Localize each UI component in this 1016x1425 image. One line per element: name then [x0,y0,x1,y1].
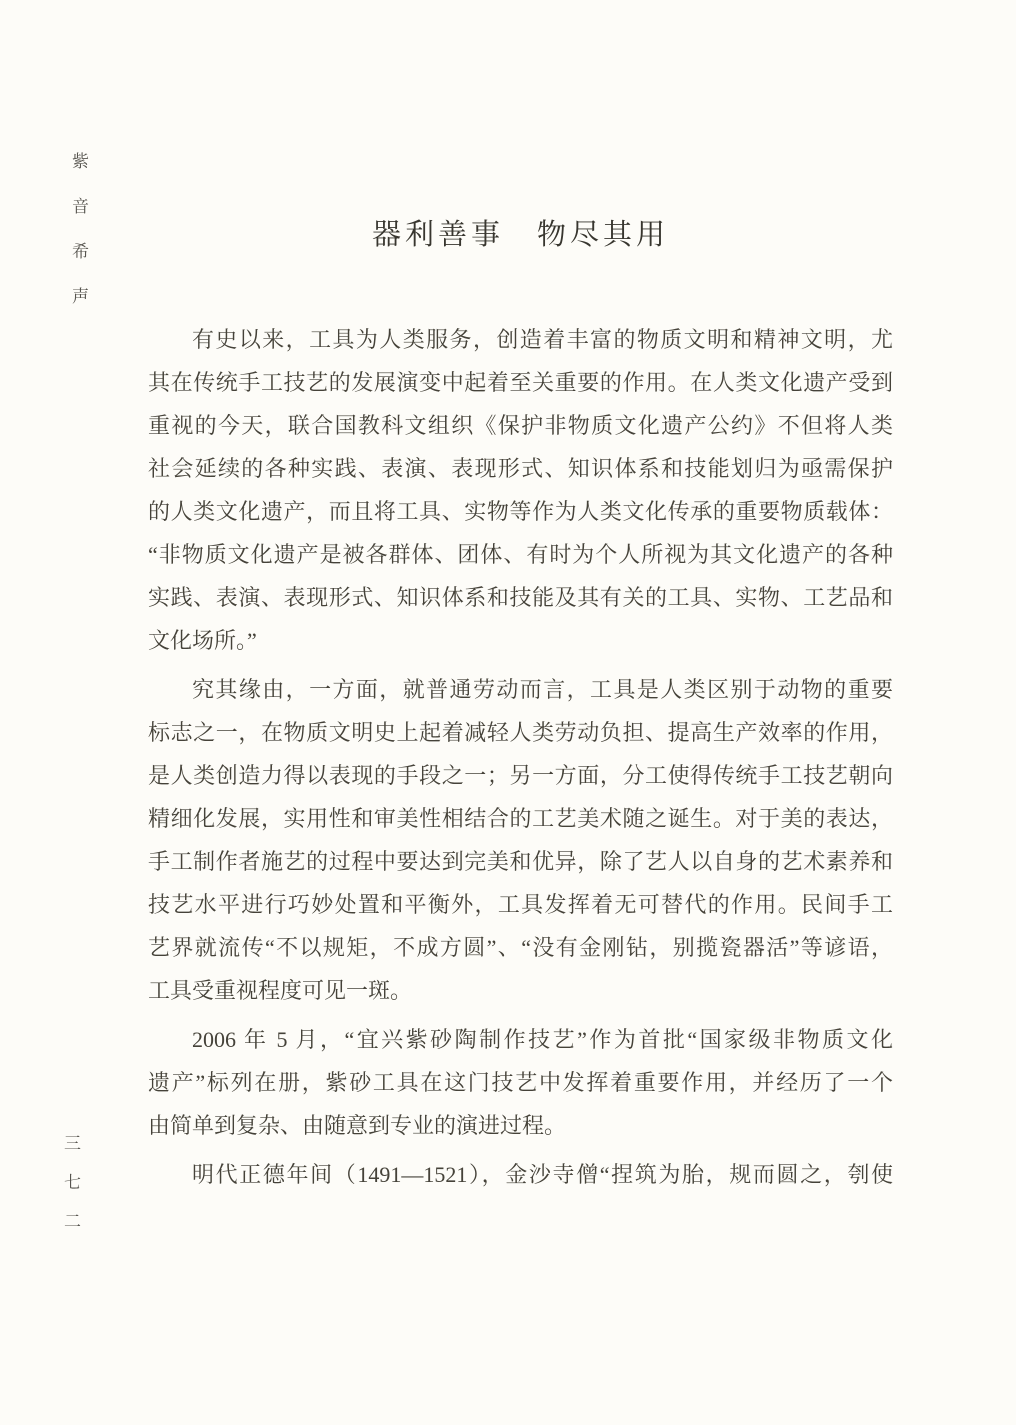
body-text [148,318,893,1196]
paragraph [148,668,893,1012]
text-line: 由简单到复杂、由随意到专业的演进过程。 [148,1113,567,1138]
text-line: 遗产”标列在册，紫砂工具在这门技艺中发挥着重要作用，并经历了一个 [148,1070,893,1095]
text-line: 究其缘由，一方面，就普通劳动而言，工具是人类区别于动物的重要 [192,677,893,702]
text-line: 的人类文化遗产，而且将工具、实物等作为人类文化传承的重要物质载体： [148,499,893,524]
text-line: 艺界就流传“不以规矩，不成方圆”、“没有金刚钻，别揽瓷器活”等谚语， [148,935,893,960]
paragraph [148,1153,893,1196]
text-line: 工具受重视程度可见一斑。 [148,978,413,1003]
text-line: 是人类创造力得以表现的手段之一；另一方面，分工使得传统手工技艺朝向 [148,763,893,788]
paragraph [148,318,893,662]
paragraph [148,1018,893,1147]
text-line: 有史以来，工具为人类服务，创造着丰富的物质文明和精神文明，尤 [192,327,893,352]
margin-book-title: 紫音希声 [69,152,88,332]
text-line: 文化场所。” [148,628,257,653]
text-line: 重视的今天，联合国教科文组织《保护非物质文化遗产公约》不但将人类 [148,413,893,438]
text-line: 实践、表演、表现形式、知识体系和技能及其有关的工具、实物、工艺品和 [148,585,893,610]
text-line: 2006 年 5 月，“宜兴紫砂陶制作技艺”作为首批“国家级非物质文化 [192,1027,893,1052]
text-line: 技艺水平进行巧妙处置和平衡外，工具发挥着无可替代的作用。民间手工 [148,892,893,917]
text-line: 标志之一，在物质文明史上起着减轻人类劳动负担、提高生产效率的作用， [148,720,893,745]
text-line: 手工制作者施艺的过程中要达到完美和优异，除了艺人以自身的艺术素养和 [148,849,893,874]
text-line: 明代正德年间（1491—1521），金沙寺僧“捏筑为胎，规而圆之，刳使 [192,1162,893,1187]
text-line: 其在传统手工技艺的发展演变中起着至关重要的作用。在人类文化遗产受到 [148,370,893,395]
page-number: 三七二 [61,1134,80,1251]
text-line: “非物质文化遗产是被各群体、团体、有时为个人所视为其文化遗产的各种 [148,542,893,567]
text-line: 社会延续的各种实践、表演、表现形式、知识体系和技能划归为亟需保护 [148,456,893,481]
chapter-title: 器利善事 物尽其用 [371,219,669,251]
text-line: 精细化发展，实用性和审美性相结合的工艺美术随之诞生。对于美的表达， [148,806,893,831]
